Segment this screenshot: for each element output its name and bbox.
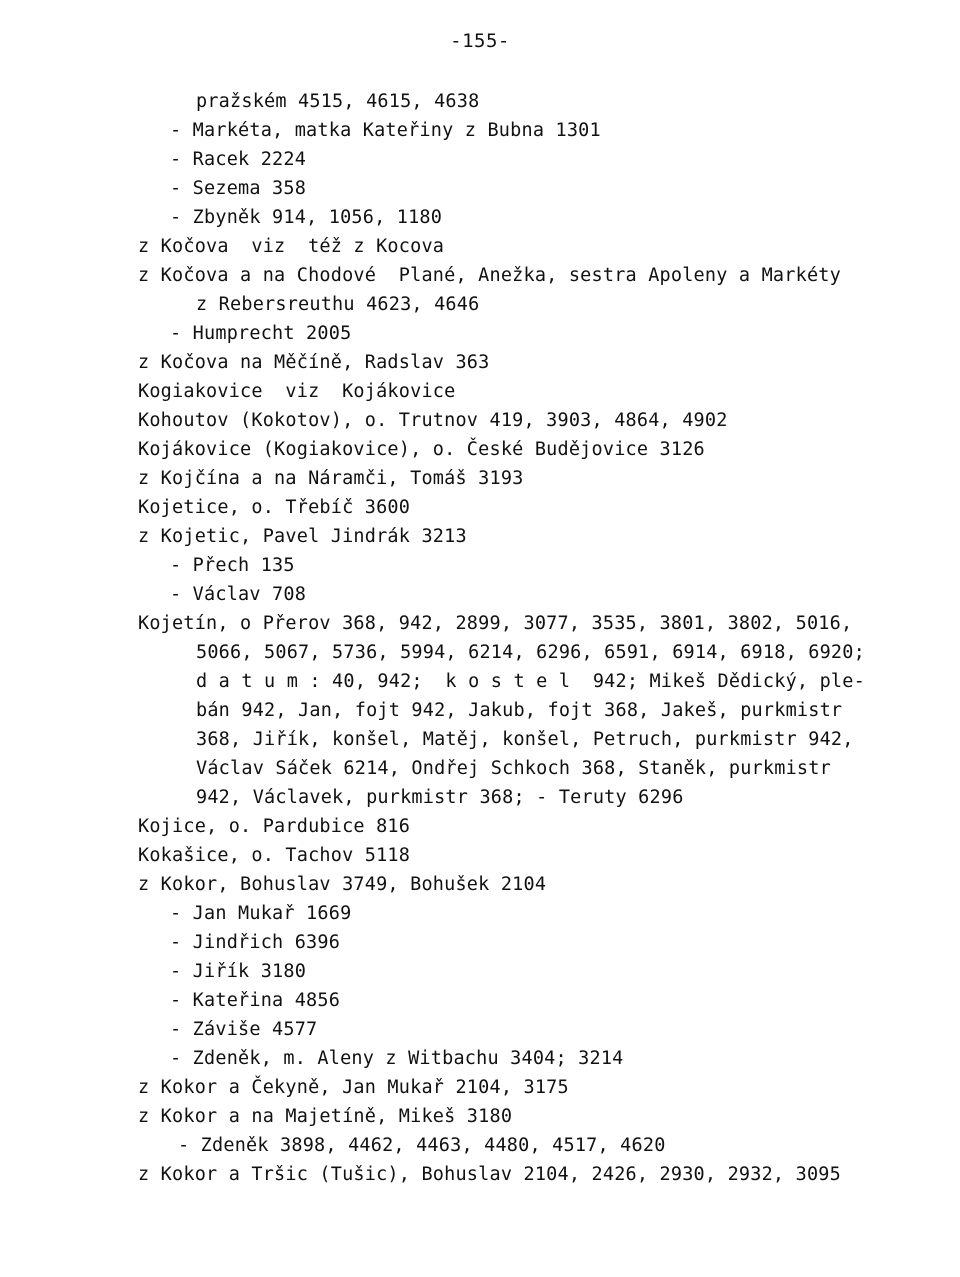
index-line: - Přech 135 xyxy=(170,555,295,576)
index-line: z Kočova viz též z Kocova xyxy=(138,236,445,257)
index-line: - Jiřík 3180 xyxy=(170,961,307,982)
index-line: Kojetín, o Přerov 368, 942, 2899, 3077, 3535, 3801, 3802, 5016, xyxy=(138,613,853,634)
index-line: - Zbyněk 914, 1056, 1180 xyxy=(170,207,443,228)
index-line: - Racek 2224 xyxy=(170,149,307,170)
index-line: - Markéta, matka Kateřiny z Bubna 1301 xyxy=(170,120,601,141)
index-line: Kokašice, o. Tachov 5118 xyxy=(138,845,411,866)
index-line: 5066, 5067, 5736, 5994, 6214, 6296, 6591, 6914, 6918, 6920; xyxy=(196,642,865,663)
index-line: z Kokor a na Majetíně, Mikeš 3180 xyxy=(138,1106,513,1127)
index-line: - Zdeněk, m. Aleny z Witbachu 3404; 3214 xyxy=(170,1048,624,1069)
page-number: -155- xyxy=(450,30,510,52)
index-line: z Kokor, Bohuslav 3749, Bohušek 2104 xyxy=(138,874,547,895)
index-line: z Kojčína a na Náramči, Tomáš 3193 xyxy=(138,468,524,489)
index-line: - Jan Mukař 1669 xyxy=(170,903,352,924)
index-line: z Kokor a Tršic (Tušic), Bohuslav 2104, 2426, 2930, 2932, 3095 xyxy=(138,1164,841,1185)
index-entries xyxy=(0,87,960,1189)
index-line: z Kokor a Čekyně, Jan Mukař 2104, 3175 xyxy=(138,1077,569,1098)
index-line: - Kateřina 4856 xyxy=(170,990,341,1011)
index-line: z Kočova na Měčíně, Radslav 363 xyxy=(138,352,490,373)
index-line: - Václav 708 xyxy=(170,584,307,605)
index-line: z Kočova a na Chodové Plané, Anežka, sestra Apoleny a Markéty xyxy=(138,265,841,286)
index-line: - Zdeněk 3898, 4462, 4463, 4480, 4517, 4620 xyxy=(178,1135,666,1156)
index-line: 368, Jiřík, konšel, Matěj, konšel, Petruch, purkmistr 942, xyxy=(196,729,854,750)
index-line: Kojetice, o. Třebíč 3600 xyxy=(138,497,411,518)
index-line: - Humprecht 2005 xyxy=(170,323,352,344)
index-line: pražském 4515, 4615, 4638 xyxy=(196,91,480,112)
index-line: z Rebersreuthu 4623, 4646 xyxy=(196,294,480,315)
index-line: bán 942, Jan, fojt 942, Jakub, fojt 368, Jakeš, purkmistr xyxy=(196,700,843,721)
index-line: Kohoutov (Kokotov), o. Trutnov 419, 3903, 4864, 4902 xyxy=(138,410,728,431)
index-line: Kojákovice (Kogiakovice), o. České Budějovice 3126 xyxy=(138,439,705,460)
index-line: - Záviše 4577 xyxy=(170,1019,318,1040)
index-line: - Jindřich 6396 xyxy=(170,932,341,953)
index-line: 942, Václavek, purkmistr 368; - Teruty 6296 xyxy=(196,787,684,808)
index-line: Kogiakovice viz Kojákovice xyxy=(138,381,456,402)
index-line: Václav Sáček 6214, Ondřej Schkoch 368, Staněk, purkmistr xyxy=(196,758,831,779)
index-line: z Kojetic, Pavel Jindrák 3213 xyxy=(138,526,467,547)
index-line: d a t u m : 40, 942; k o s t e l 942; Mikeš Dědický, ple- xyxy=(196,671,865,692)
index-line: Kojice, o. Pardubice 816 xyxy=(138,816,411,837)
index-line: - Sezema 358 xyxy=(170,178,307,199)
